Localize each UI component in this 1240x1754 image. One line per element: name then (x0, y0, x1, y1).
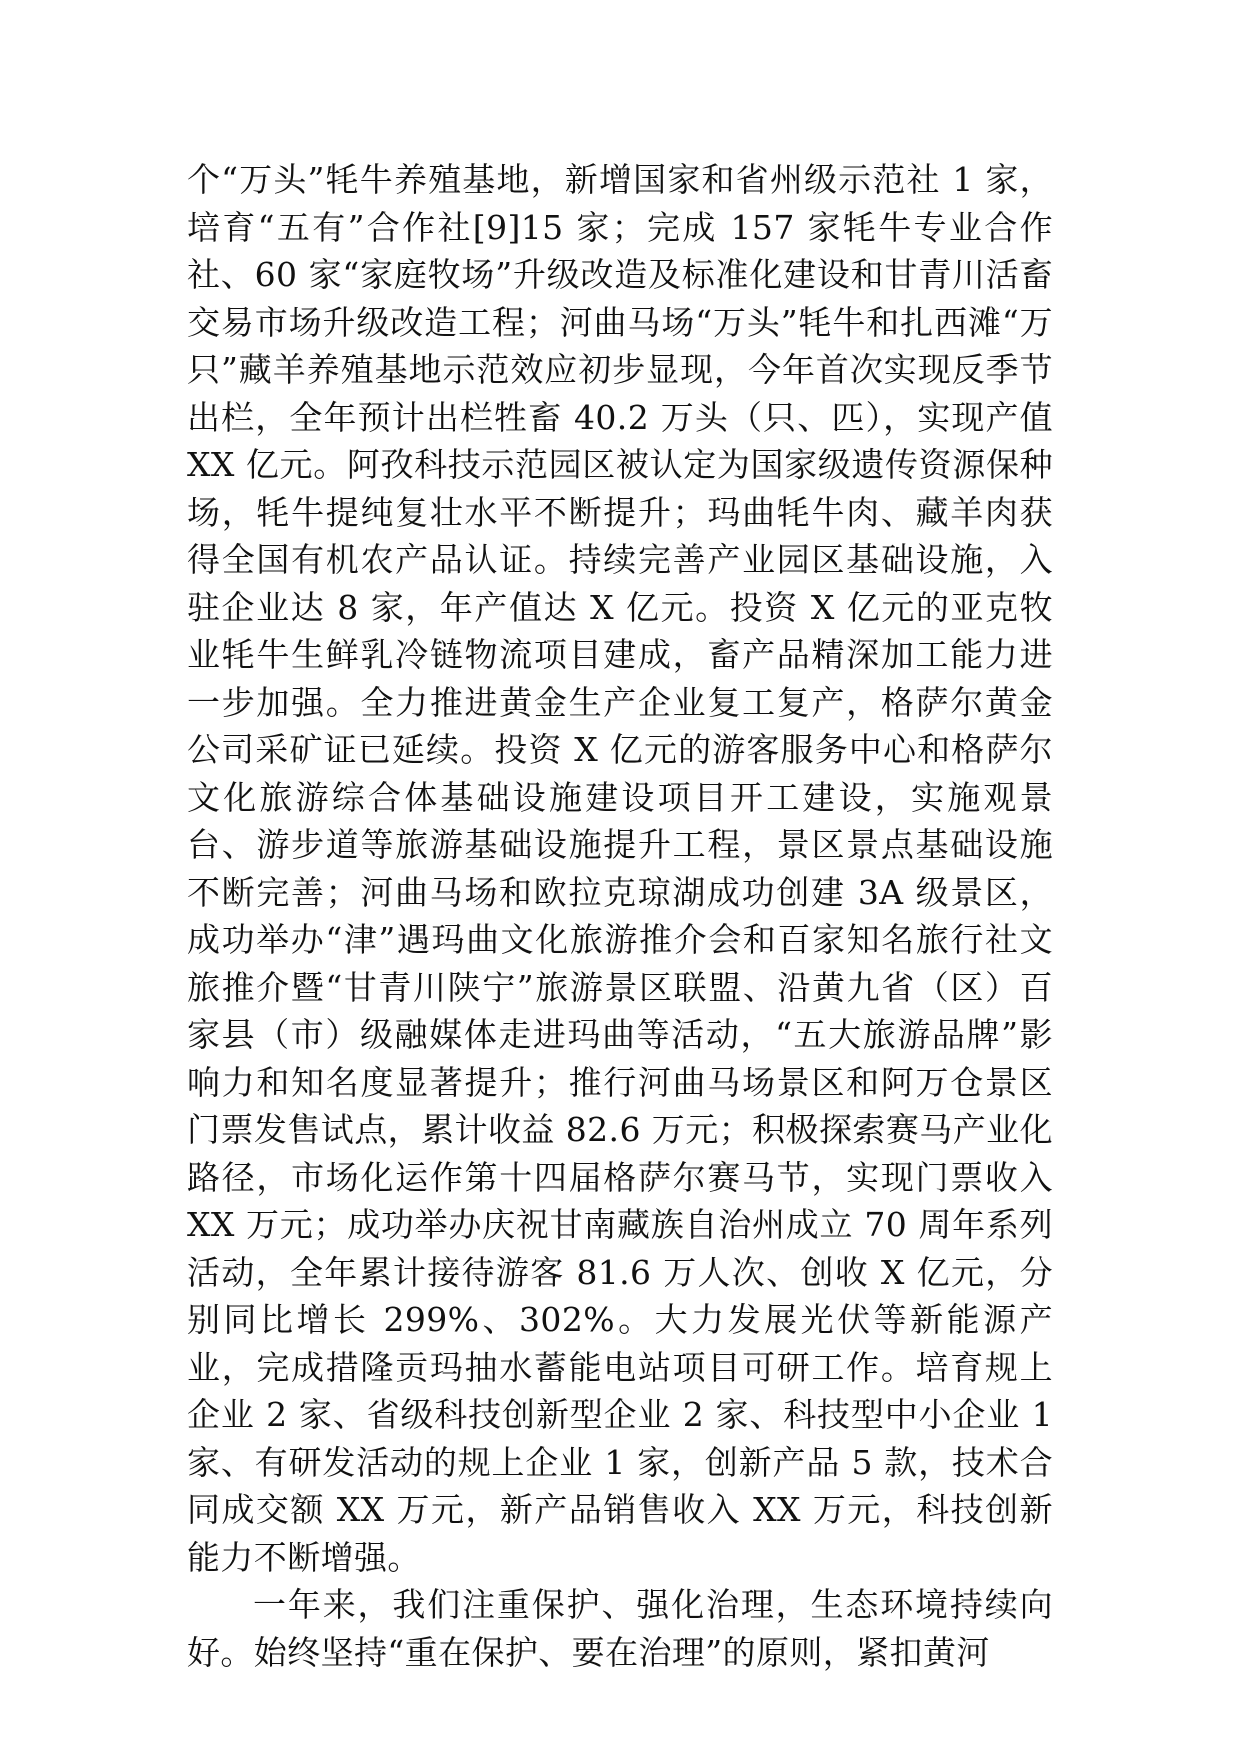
paragraph-2: 一年来，我们注重保护、强化治理，生态环境持续向好。始终坚持“重在保护、要在治理”的原则，紧扣黄河 (187, 1585, 1053, 1672)
body-text (187, 156, 1053, 1676)
paragraph-1: 个“万头”牦牛养殖基地，新增国家和省州级示范社 1 家，培育“五有”合作社[9]15 家；完成 157 家牦牛专业合作社、60 家“家庭牧场”升级改造及标准化建设和甘青川活畜交易市场升级改造工程；河曲马场“万头”牦牛和扎西滩“万只”藏羊养殖基地示范效应初步显现，今年首次实现反季节出栏，全年预计出栏牲畜 40.2 万头（只、匹），实现产值 XX 亿元。阿孜科技示范园区被认定为国家级遗传资源保种场，牦牛提纯复壮水平不断提升；玛曲牦牛肉、藏羊肉获得全国有机农产品认证。持续完善产业园区基础设施，入驻企业达 8 家，年产值达 X 亿元。投资 X 亿元的亚克牧业牦牛生鲜乳冷链物流项目建成，畜产品精深加工能力进一步加强。全力推进黄金生产企业复工复产，格萨尔黄金公司采矿证已延续。投资 X 亿元的游客服务中心和格萨尔文化旅游综合体基础设施建设项目开工建设，实施观景台、游步道等旅游基础设施提升工程，景区景点基础设施不断完善；河曲马场和欧拉克琼湖成功创建 3A 级景区，成功举办“津”遇玛曲文化旅游推介会和百家知名旅行社文旅推介暨“甘青川陕宁”旅游景区联盟、沿黄九省（区）百家县（市）级融媒体走进玛曲等活动，“五大旅游品牌”影响力和知名度显著提升；推行河曲马场景区和阿万仓景区门票发售试点，累计收益 82.6 万元；积极探索赛马产业化路径，市场化运作第十四届格萨尔赛马节，实现门票收入 XX 万元；成功举办庆祝甘南藏族自治州成立 70 周年系列活动，全年累计接待游客 81.6 万人次、创收 X 亿元，分别同比增长 299%、302%。大力发展光伏等新能源产业，完成措隆贡玛抽水蓄能电站项目可研工作。培育规上企业 2 家、省级科技创新型企业 2 家、科技型中小企业 1 家、有研发活动的规上企业 1 家，创新产品 5 款，技术合同成交额 XX 万元，新产品销售收入 XX 万元，科技创新能力不断增强。 (187, 160, 1053, 1577)
